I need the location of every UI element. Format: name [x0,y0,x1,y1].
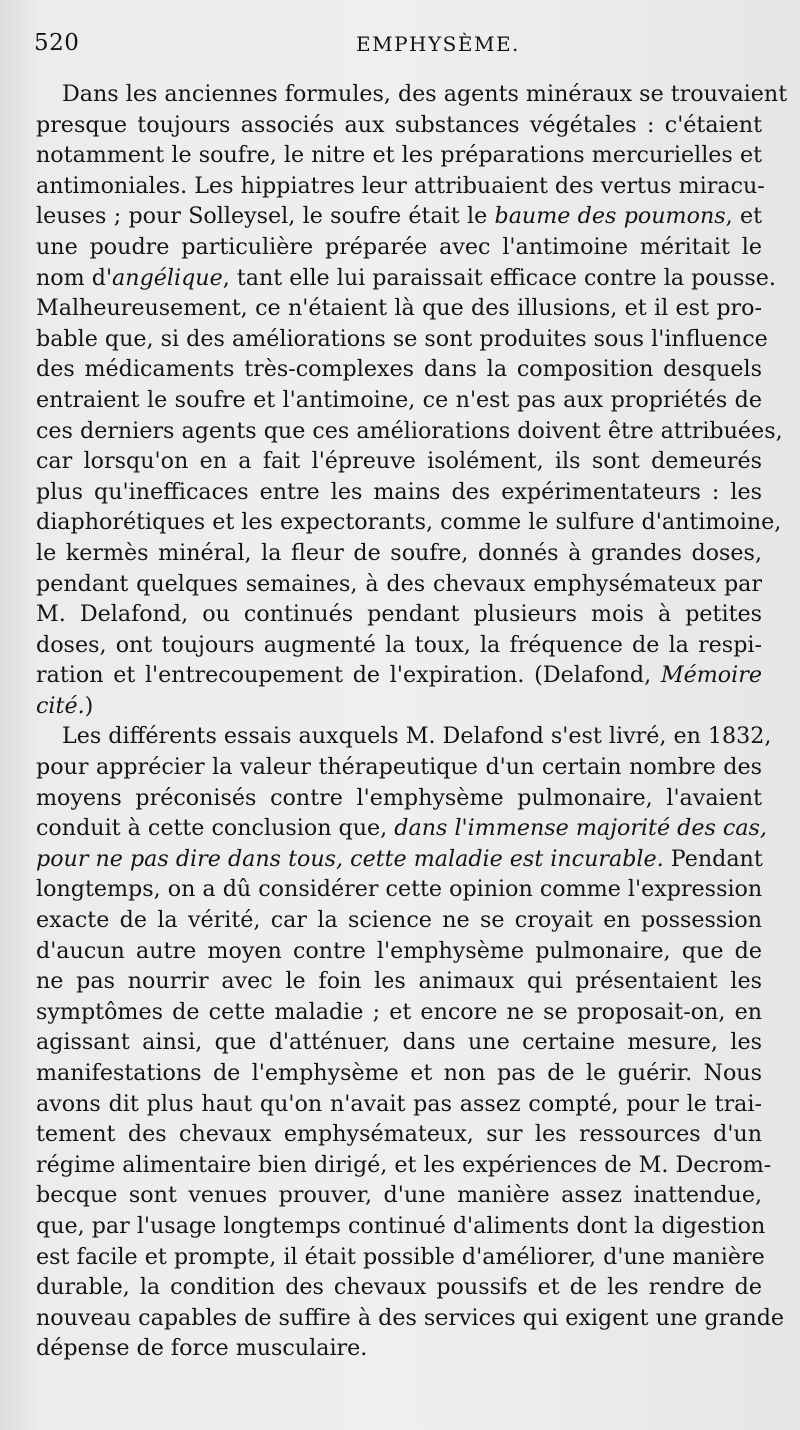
text-line: régime alimentaire bien dirigé, et les expériences de M. Decrom- [36,1151,772,1178]
text-line: nom d'angélique, tant elle lui paraissait efficace contre la pousse. [36,264,776,291]
text-line: moyens préconisés contre l'emphysème pulmonaire, l'avaient [36,784,762,811]
text-line: symptômes de cette maladie ; et encore ne se proposait-on, en [36,998,762,1025]
text-line: conduit à cette conclusion que, dans l'immense majorité des cas, [36,815,767,842]
text-line: presque toujours associés aux substances végétales : c'étaient [36,111,762,138]
text-line: Dans les anciennes formules, des agents minéraux se trouvaient [62,81,788,107]
text-line: notamment le soufre, le nitre et les préparations mercurielles et [36,142,762,169]
paragraph-2 [36,721,785,1363]
text-line: nouveau capables de suffire à des services qui exigent une grande [36,1304,785,1331]
text-line: ne pas nourrir avec le foin les animaux qui présentaient les [36,968,762,995]
text-line: d'aucun autre moyen contre l'emphysème pulmonaire, que de [36,937,762,964]
text-line: doses, ont toujours augmenté la toux, la fréquence de la respi- [36,631,762,658]
body-text [36,79,788,1364]
text-line: cité.) [36,692,94,719]
text-line: dépense de force musculaire. [36,1335,368,1362]
text-line: pendant quelques semaines, à des chevaux emphysémateux par [36,570,762,597]
text-line: agissant ainsi, que d'atténuer, dans une certaine mesure, les [36,1029,762,1056]
text-line: becque sont venues prouver, d'une manière assez inattendue, [36,1182,762,1209]
text-line: ration et l'entrecoupement de l'expiration. (Delafond, Mémoire [36,662,762,689]
text-line: car lorsqu'on en a fait l'épreuve isolément, ils sont demeurés [36,448,762,475]
text-line: exacte de la vérité, car la science ne se croyait en possession [36,907,762,934]
text-line: des médicaments très-complexes dans la composition desquels [36,356,762,383]
page-number: 520 [34,30,80,56]
text-line: que, par l'usage longtemps continué d'aliments dont la digestion [36,1212,766,1239]
text-line: le kermès minéral, la fleur de soufre, donnés à grandes doses, [36,539,762,566]
text-line: diaphorétiques et les expectorants, comme le sulfure d'antimoine, [36,509,782,536]
paragraph-1 [36,79,788,721]
text-line: avons dit plus haut qu'on n'avait pas assez compté, pour le trai- [36,1090,762,1117]
text-line: pour apprécier la valeur thérapeutique d'un certain nombre des [36,754,762,781]
text-line: entraient le soufre et l'antimoine, ce n'est pas aux propriétés de [36,386,762,413]
text-line: manifestations de l'emphysème et non pas de le guérir. Nous [36,1060,762,1086]
text-line: Les différents essais auxquels M. Delafond s'est livré, en 1832, [62,723,772,750]
text-line: leuses ; pour Solleysel, le soufre était le baume des poumons, et [36,203,763,230]
text-line: une poudre particulière préparée avec l'antimoine méritait le [36,233,762,260]
text-line: tement des chevaux emphysémateux, sur les ressources d'un [36,1121,762,1148]
text-line: durable, la condition des chevaux poussifs et de les rendre de [36,1274,762,1301]
text-line: plus qu'inefficaces entre les mains des expérimentateurs : les [36,478,762,505]
text-line: longtemps, on a dû considérer cette opinion comme l'expression [36,876,763,903]
text-line: ces derniers agents que ces améliorations doivent être attribuées, [36,417,783,444]
text-line: Malheureusement, ce n'étaient là que des illusions, et il est pro- [36,295,762,322]
text-line: pour ne pas dire dans tous, cette maladie est incurable. Pendant [36,845,763,872]
running-title: EMPHYSÈME. [356,32,520,56]
text-line: bable que, si des améliorations se sont produites sous l'influence [36,325,768,352]
text-line: M. Delafond, ou continués pendant plusieurs mois à petites [36,601,762,628]
text-line: antimoniales. Les hippiatres leur attribuaient des vertus miracu- [36,172,765,199]
page-header [34,30,770,64]
text-line: est facile et prompte, il était possible d'améliorer, d'une manière [36,1243,765,1270]
